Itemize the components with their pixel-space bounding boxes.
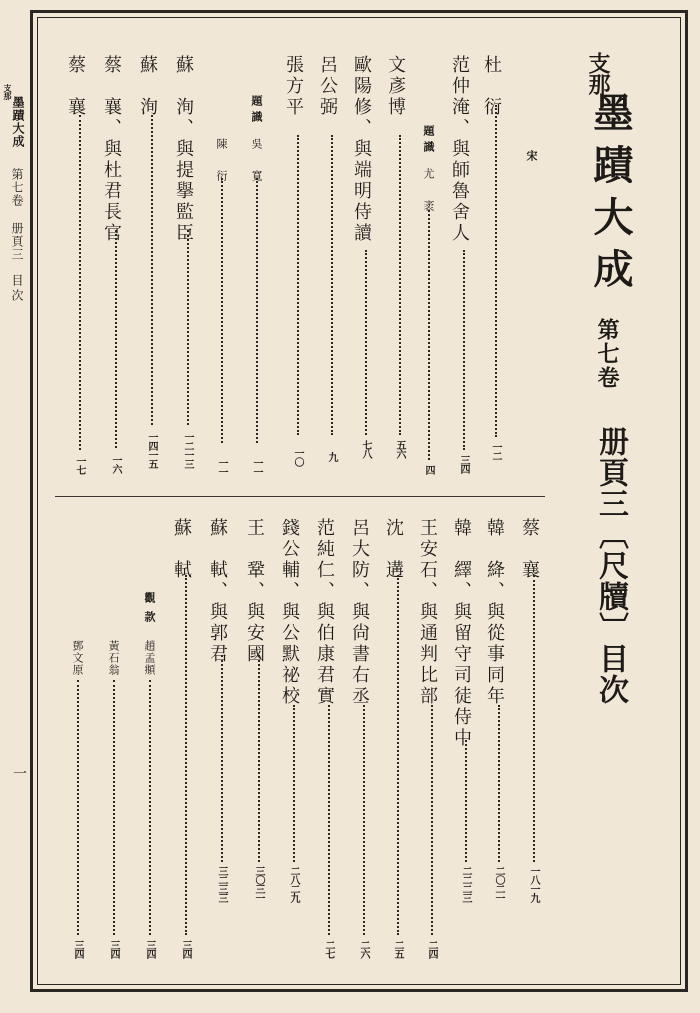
leader-dots	[365, 250, 367, 435]
page-numbers: 二二二三	[460, 866, 471, 902]
page-numbers: 一〇	[292, 448, 303, 466]
page-numbers: 二四	[426, 940, 437, 958]
entry-title: 韓 絳、與從事同年	[484, 518, 505, 707]
page-numbers: 三四	[180, 940, 191, 958]
leader-dots	[463, 250, 465, 450]
page-numbers: 三〇三一	[253, 866, 264, 902]
leader-dots	[397, 575, 399, 935]
book-title: 墨蹟大成	[587, 92, 634, 300]
entry-title: 蔡 襄	[519, 518, 540, 581]
page-numbers: 七八	[360, 440, 371, 458]
spine-volume: 第七卷	[10, 168, 24, 207]
page-numbers: 二六	[358, 940, 369, 958]
entry-label: 題識	[422, 125, 435, 157]
page-numbers: 二七	[323, 940, 334, 958]
page-numbers: 一二一三	[182, 432, 193, 468]
entry-title: 沈 遘	[383, 518, 404, 581]
entry-label: 觀款	[143, 592, 156, 630]
entry-title: 范仲淹、與師魯舍人	[449, 55, 470, 244]
entry-title: 蘇 洵、與提擧監臣	[173, 55, 194, 244]
entry-title: 范純仁、與伯康君實	[314, 518, 335, 707]
entry-title: 蘇 軾、與郭君	[207, 518, 228, 665]
page-numbers: 二五	[392, 940, 403, 958]
entry-title: 呂公弼	[317, 55, 338, 118]
leader-dots	[399, 135, 401, 435]
page-numbers: 二八二九	[288, 866, 299, 902]
spine-page-number: 一	[11, 766, 27, 780]
spine-series-title: 墨蹟大成	[11, 96, 25, 148]
spine-section: 册頁三	[10, 222, 24, 261]
page-numbers: 一二	[490, 442, 501, 460]
leader-dots	[77, 680, 79, 935]
leader-dots	[431, 705, 433, 935]
leader-dots	[428, 210, 430, 460]
entry-name: 吳 寬	[250, 138, 263, 186]
leader-dots	[258, 655, 260, 862]
entry-name: 趙孟頫	[143, 640, 156, 676]
entry-title: 蘇 洵	[137, 55, 158, 118]
leader-dots	[221, 178, 223, 443]
spine-contents: 目次	[10, 274, 24, 304]
page-numbers: 三四	[144, 940, 155, 958]
entry-title: 蔡 襄、與杜君長官	[101, 55, 122, 244]
page-numbers: 三四	[458, 455, 469, 473]
entry-name: 尤 袤	[422, 168, 435, 216]
leader-dots	[328, 705, 330, 935]
entry-name: 黃石翁	[107, 640, 120, 676]
page-numbers: 一一	[251, 458, 262, 476]
page-numbers: 四	[423, 465, 434, 474]
page-numbers: 一四一五	[146, 432, 157, 468]
page-numbers: 三二三三	[216, 866, 227, 902]
leader-dots	[221, 655, 223, 862]
entry-title: 蘇 軾	[171, 518, 192, 581]
page-numbers: 一一	[216, 458, 227, 476]
entry-title: 文彥博	[385, 55, 406, 118]
leader-dots	[498, 705, 500, 862]
leader-dots	[187, 230, 189, 425]
leader-dots	[495, 105, 497, 437]
page-numbers: 一八一九	[528, 866, 539, 902]
entry-title: 王 鞏、與安國	[244, 518, 265, 665]
entry-title: 王安石、與通判比部	[417, 518, 438, 707]
series-small: 支那	[585, 52, 611, 94]
section-heading-song: 宋	[525, 150, 538, 175]
leader-dots	[115, 230, 117, 448]
leader-dots	[363, 705, 365, 935]
entry-title: 張方平	[283, 55, 304, 118]
entry-label: 題識	[250, 95, 263, 127]
page-numbers: 一七	[74, 456, 85, 474]
entry-title: 歐陽修、與端明侍讀	[351, 55, 372, 244]
entry-title: 呂大防、與尙書右丞	[349, 518, 370, 707]
leader-dots	[151, 115, 153, 425]
leader-dots	[256, 178, 258, 443]
page-subtitle: 册頁三〔尺牘〕目次	[593, 426, 628, 705]
page-numbers: 一六	[110, 455, 121, 473]
section-divider	[55, 496, 545, 497]
entry-title: 杜 衍	[481, 55, 502, 118]
page-numbers: 二〇二一	[493, 866, 504, 902]
leader-dots	[331, 135, 333, 435]
leader-dots	[297, 135, 299, 435]
leader-dots	[293, 705, 295, 862]
entry-name: 鄧文原	[71, 640, 84, 676]
leader-dots	[149, 680, 151, 935]
page-numbers: 三四	[72, 940, 83, 958]
leader-dots	[465, 740, 467, 862]
spine-series-small: 支那	[3, 84, 13, 100]
entry-name: 陳 衍	[215, 138, 228, 186]
entry-title: 韓 繹、與留守司徒侍中	[451, 518, 472, 749]
page-numbers: 五六	[394, 440, 405, 458]
leader-dots	[185, 575, 187, 935]
leader-dots	[113, 680, 115, 935]
leader-dots	[79, 115, 81, 450]
page-numbers: 九	[326, 452, 337, 461]
entry-title: 蔡 襄	[65, 55, 86, 118]
entry-title: 錢公輔、與公默祕校	[279, 518, 300, 707]
leader-dots	[533, 575, 535, 862]
volume-label: 第七卷	[594, 318, 620, 390]
page-numbers: 三四	[108, 940, 119, 958]
